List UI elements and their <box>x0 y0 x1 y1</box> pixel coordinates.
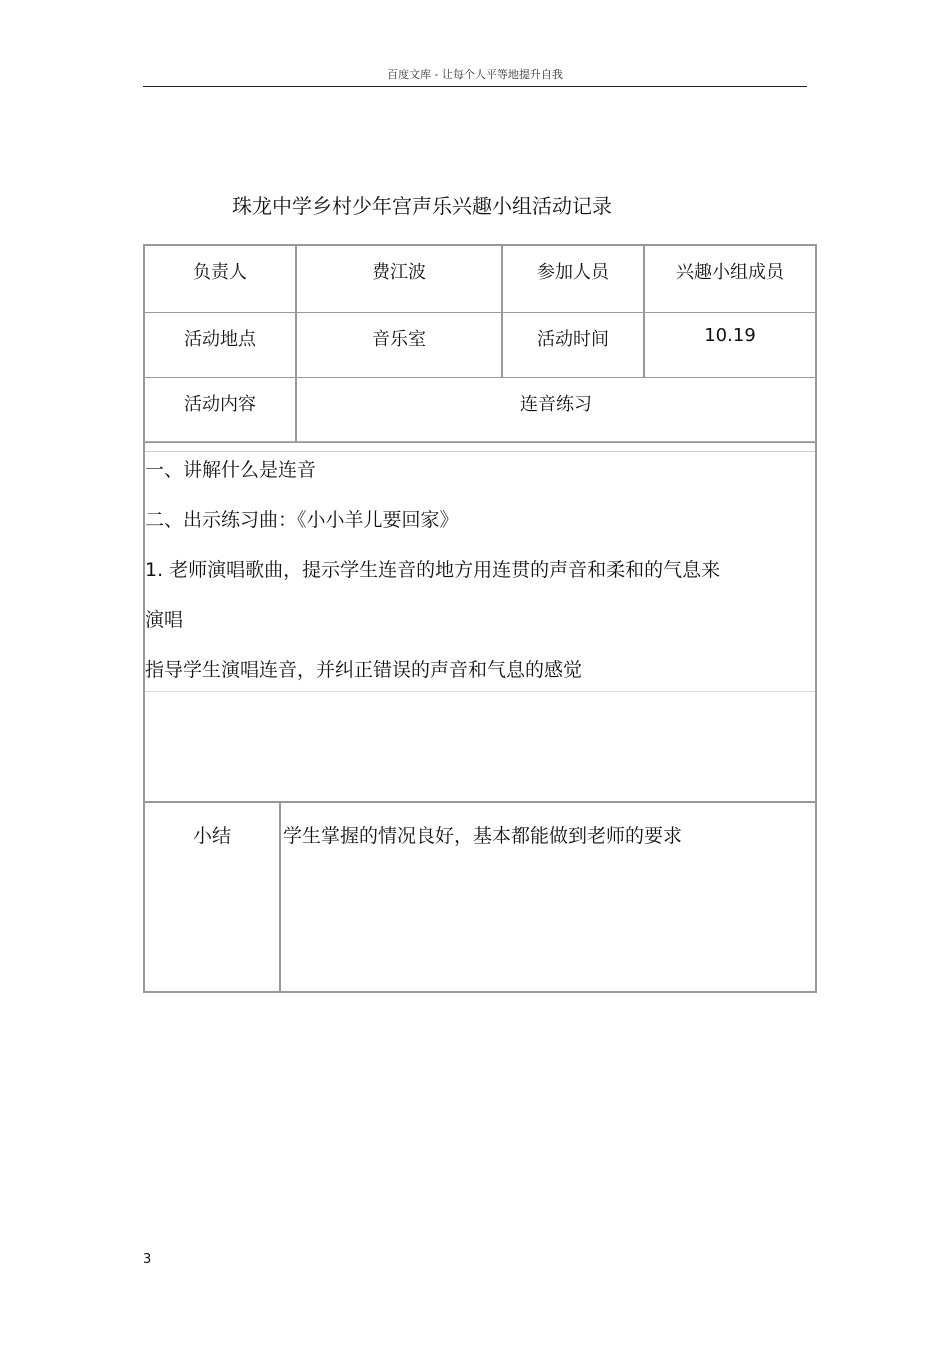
header-rule <box>143 86 807 87</box>
page-number: 3 <box>143 1252 152 1267</box>
cell-location-label: 活动地点 <box>184 329 256 350</box>
content-line: 指导学生演唱连音，并纠正错误的声音和气息的感觉 <box>145 659 583 681</box>
content-line: 二、出示练习曲：《小小羊儿要回家》 <box>145 509 459 531</box>
summary-text: 学生掌握的情况良好，基本都能做到老师的要求 <box>283 825 683 847</box>
cell-content-value: 连音练习 <box>520 394 592 415</box>
cell-person-in-charge-value: 费江波 <box>372 262 426 283</box>
table-row <box>143 313 817 378</box>
page-header: 百度文库 - 让每个人平等地提升自我 <box>387 68 563 81</box>
table-row <box>143 378 817 443</box>
content-line: 演唱 <box>145 609 184 631</box>
cell-participants-value: 兴趣小组成员 <box>676 262 784 283</box>
content-line: 一、讲解什么是连音 <box>145 459 317 481</box>
cell-person-in-charge-label: 负责人 <box>193 262 247 283</box>
summary-label: 小结 <box>192 825 231 847</box>
document-title: 珠龙中学乡村少年宫声乐兴趣小组活动记录 <box>232 194 612 218</box>
cell-content-label: 活动内容 <box>184 394 256 415</box>
cell-time-label: 活动时间 <box>537 329 609 350</box>
activity-content <box>143 441 817 801</box>
table-row <box>143 244 817 313</box>
cell-participants-label: 参加人员 <box>537 262 609 283</box>
summary-section <box>143 801 817 993</box>
cell-time-value: 10.19 <box>704 325 756 346</box>
content-line: 1. 老师演唱歌曲，提示学生连音的地方用连贯的声音和柔和的气息来 <box>145 559 721 581</box>
info-table <box>143 244 817 443</box>
cell-location-value: 音乐室 <box>372 329 426 350</box>
